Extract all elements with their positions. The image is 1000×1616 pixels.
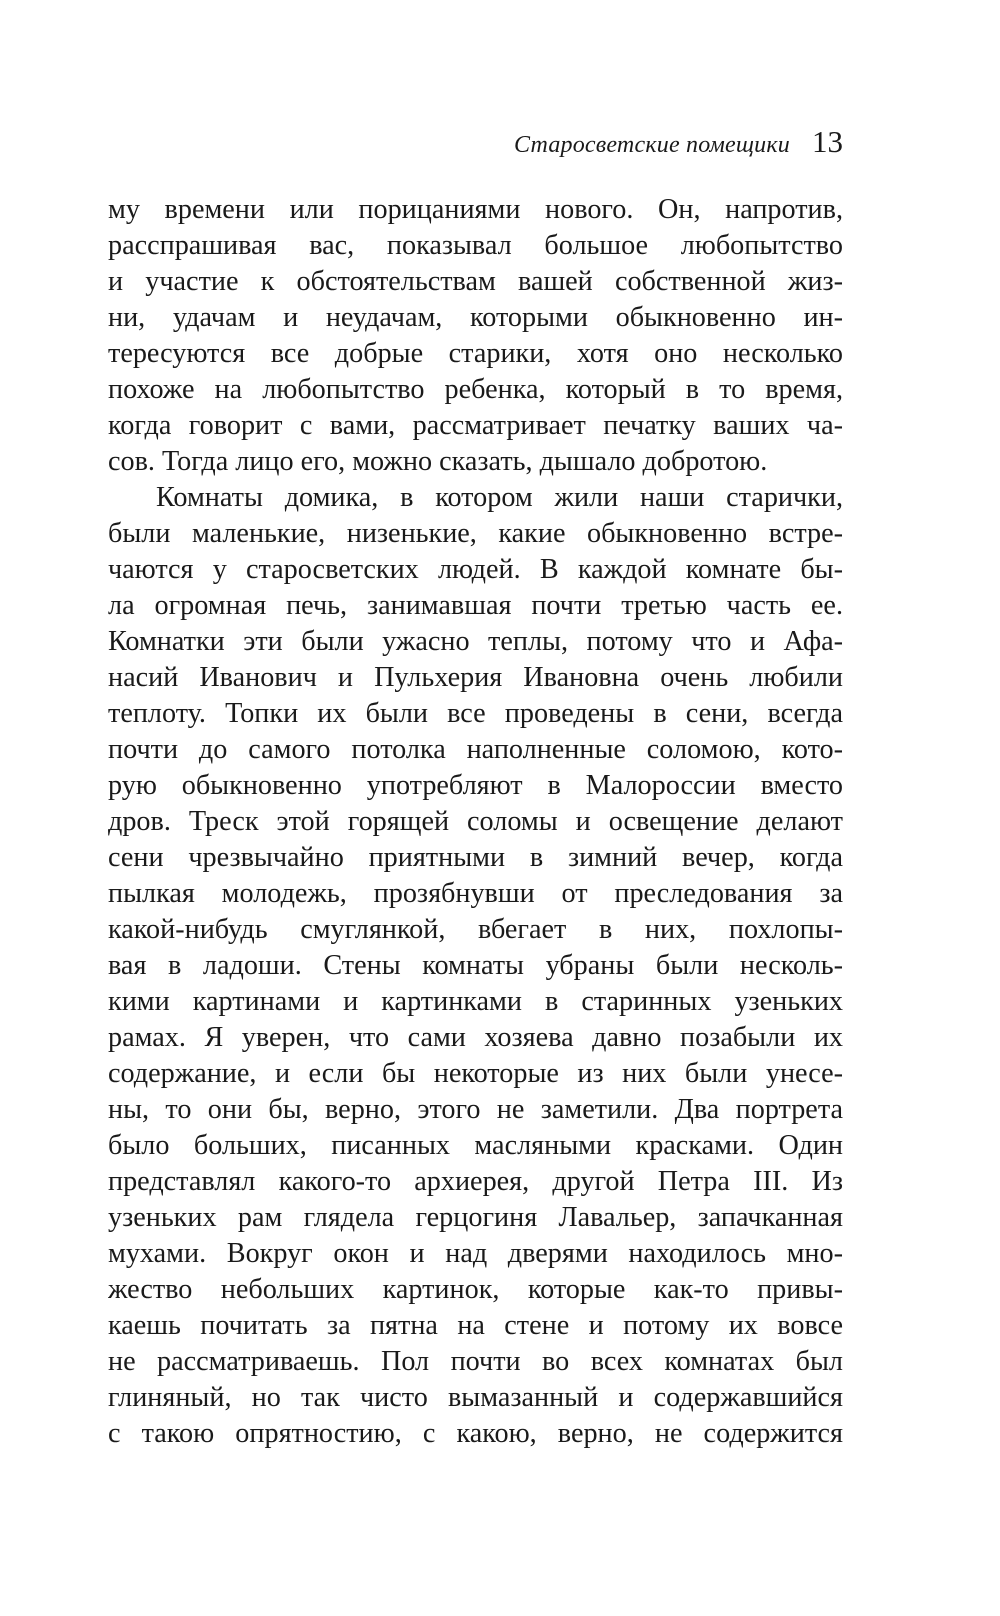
text-line: с такою опрятностию, с какою, верно, не содержится (108, 1418, 843, 1449)
text-line: представлял какого-то архиерея, другой Петра III. Из (108, 1166, 843, 1197)
text-line: рую обыкновенно употребляют в Малороссии вместо (108, 770, 843, 801)
text-line: насий Иванович и Пульхерия Ивановна очень любили (108, 662, 843, 693)
running-head (108, 124, 843, 168)
text-line: было больших, писанных масляными красками. Один (108, 1130, 843, 1161)
text-line: были маленькие, низенькие, какие обыкновенно встре- (108, 518, 843, 549)
text-line: кими картинами и картинками в старинных узеньких (108, 986, 843, 1017)
text-line: ла огромная печь, занимавшая почти третью часть ее. (108, 590, 843, 621)
text-line: тересуются все добрые старики, хотя оно несколько (108, 338, 843, 369)
text-line: сов. Тогда лицо его, можно сказать, дышало добротою. (108, 446, 768, 477)
text-line: чаются у старосветских людей. В каждой комнате бы- (108, 554, 843, 585)
text-line: му времени или порицаниями нового. Он, напротив, (108, 194, 843, 225)
text-line: ны, то они бы, верно, этого не заметили. Два портрета (108, 1094, 843, 1125)
text-line: дров. Треск этой горящей соломы и освещение делают (108, 806, 843, 837)
text-line: мухами. Вокруг окон и над дверями находилось мно- (108, 1238, 843, 1269)
text-line: Комнатки эти были ужасно теплы, потому что и Афа- (108, 626, 843, 657)
text-line: похоже на любопытство ребенка, который в то время, (108, 374, 843, 405)
text-line: пылкая молодежь, прозябнувши от преследования за (108, 878, 843, 909)
text-line: рамах. Я уверен, что сами хозяева давно позабыли их (108, 1022, 843, 1053)
body-text (108, 192, 843, 1452)
text-line: ни, удачам и неудачам, которыми обыкновенно ин- (108, 302, 843, 333)
running-head-title: Старосветские помещики (513, 132, 790, 158)
page-number: 13 (812, 124, 843, 159)
text-line: глиняный, но так чисто вымазанный и содержавшийся (108, 1382, 843, 1413)
text-line: и участие к обстоятельствам вашей собственной жиз- (108, 266, 843, 297)
text-line: теплоту. Топки их были все проведены в сени, всегда (108, 698, 843, 729)
text-line: содержание, и если бы некоторые из них были унесе- (108, 1058, 843, 1089)
text-line: почти до самого потолка наполненные соломою, кото- (108, 734, 843, 765)
text-line: когда говорит с вами, рассматривает печатку ваших ча- (108, 410, 843, 441)
text-line: какой-нибудь смуглянкой, вбегает в них, похлопы- (108, 914, 843, 945)
text-line: каешь почитать за пятна на стене и потому их вовсе (108, 1310, 843, 1341)
text-line: жество небольших картинок, которые как-то привы- (108, 1274, 843, 1305)
text-line: Комнаты домика, в котором жили наши старички, (156, 482, 843, 513)
text-line: сени чрезвычайно приятными в зимний вечер, когда (108, 842, 843, 873)
text-line: не рассматриваешь. Пол почти во всех комнатах был (108, 1346, 843, 1377)
text-line: вая в ладоши. Стены комнаты убраны были несколь- (108, 950, 843, 981)
text-line: узеньких рам глядела герцогиня Лавальер, запачканная (108, 1202, 843, 1233)
text-line: расспрашивая вас, показывал большое любопытство (108, 230, 843, 261)
